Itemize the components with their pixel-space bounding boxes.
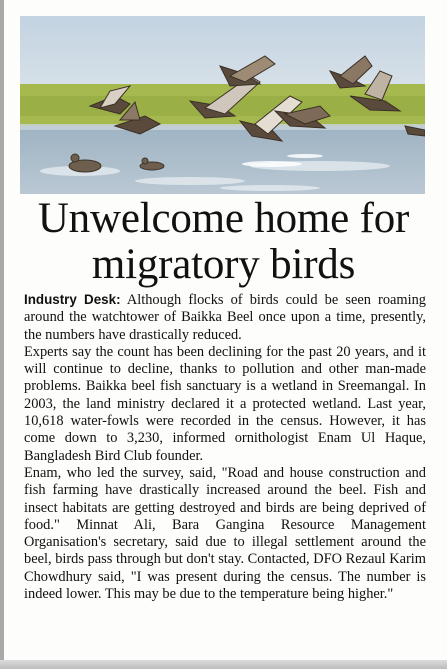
article-paragraph-3: Enam, who led the survey, said, "Road and house construction and fish farming have drastically increased around the beel. Fish and insect habitats are getting destroyed and birds are being deprived of food." Minnat Ali, Bara Gangina Resource Management Organisation's secretary, said due to illegal settlement around the beel, birds pass through but don't stay. Contacted, DFO Rezaul Karim Chowdhury said, "I was present during the census. The number is indeed lower. This may be due to the temperature being higher."	[24, 464, 426, 603]
article-body	[24, 291, 426, 603]
byline: Industry Desk:	[24, 292, 121, 307]
article-paragraph-1	[24, 291, 426, 344]
headline	[16, 196, 431, 288]
headline-line-1: Unwelcome home for	[37, 195, 410, 242]
article-photo	[20, 16, 425, 194]
headline-line-2: migratory birds	[91, 241, 356, 288]
article-paragraph-2: Experts say the count has been declining for the past 20 years, and it will continue to decline, thanks to pollution and other man-made problems. Baikka beel fish sanctuary is a wetland in Sreemangal. In 2003, the land ministry declared it a protected wetland. Last year, 10,618 water-fowls were recorded in the census. However, it has come down to 3,230, informed ornithologist Enam Ul Haque, Bangladesh Bird Club founder.	[24, 343, 426, 464]
paragraph-1-text: Although flocks of birds could be seen roaming around the watchtower of Baikka Beel once upon a time, presently, the numbers have drastically reduced.	[24, 292, 426, 343]
birds-photo-image	[20, 16, 425, 194]
bottom-border	[0, 660, 447, 669]
column-rule	[0, 0, 4, 669]
